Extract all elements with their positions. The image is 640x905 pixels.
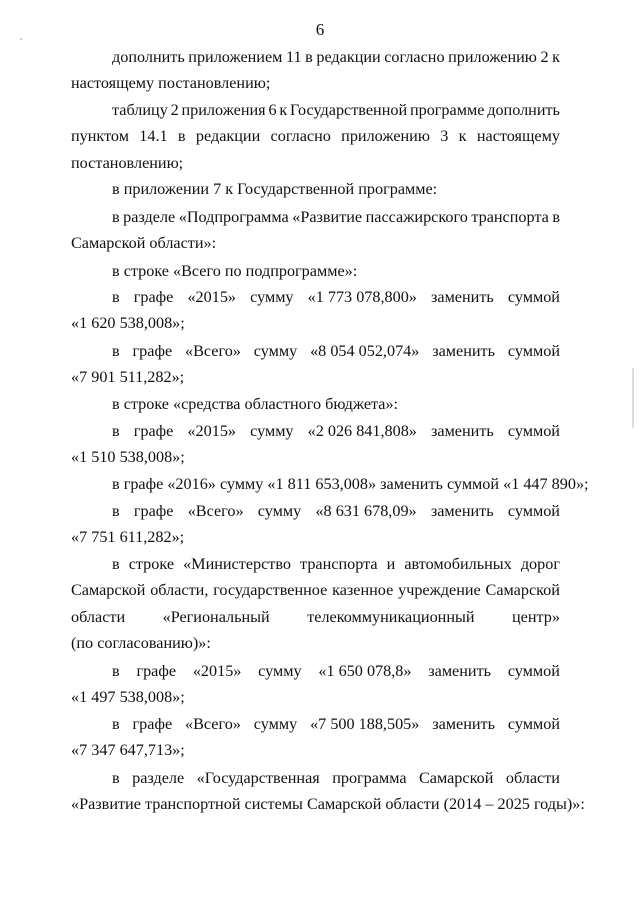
word: приложению [448, 48, 537, 66]
word: заменить [432, 342, 496, 360]
word: дорог [520, 555, 560, 573]
word: телекоммуникационный [307, 607, 475, 626]
text-line [71, 551, 560, 577]
word: в [305, 48, 313, 66]
word: и [386, 555, 396, 573]
paragraph [71, 338, 560, 391]
word: редакции [316, 48, 381, 66]
word: разделе [123, 208, 176, 226]
text-line: «Развитие транспортной системы Самарской области (2014 – 2025 годы)»: [71, 795, 585, 814]
word: суммой [507, 715, 560, 733]
paragraph [71, 418, 560, 471]
word: программе [409, 101, 485, 119]
text-line [71, 284, 560, 310]
word: 2 [170, 101, 179, 119]
paragraph [71, 391, 560, 417]
scan-edge-mark [632, 368, 634, 428]
word: в [112, 288, 120, 306]
text-line: Самарской области»: [71, 234, 217, 253]
text-line: «1 620 538,008»; [71, 314, 185, 333]
word: «2 026 841,808» [307, 422, 417, 440]
word: к [458, 127, 467, 146]
word: транспорта [300, 555, 378, 573]
word: суммой [507, 288, 560, 306]
paragraph [71, 204, 560, 257]
word: Самарской [419, 769, 494, 787]
word: согласно [384, 48, 445, 66]
word: «7 500 188,505» [310, 715, 420, 733]
word: в [112, 422, 120, 440]
page-number: 6 [315, 20, 325, 39]
word: таблицу [112, 101, 168, 119]
word: «2015» [187, 288, 236, 306]
word: в [177, 127, 186, 146]
word: автомобильных [404, 555, 512, 573]
word: «Государственная [196, 769, 320, 787]
word: 3 [440, 127, 449, 146]
word: редакции [195, 127, 261, 146]
word: приложением [188, 48, 283, 66]
text-line [71, 204, 560, 230]
text-line [71, 44, 560, 70]
word: приложения [181, 101, 266, 119]
text-line [71, 711, 560, 737]
word: разделе [132, 769, 185, 787]
word: сумму [253, 342, 298, 360]
word: «Всего» [185, 342, 241, 360]
word: «1 650 078,8» [318, 662, 412, 680]
text-line: «7 901 511,282»; [71, 368, 185, 387]
text-line: в графе «2016» сумму «1 811 653,008» заменить суммой «1 447 890»; [112, 475, 589, 493]
paragraph [71, 551, 560, 657]
word: приложению [341, 127, 430, 146]
word: графе [133, 422, 174, 440]
word: к [279, 101, 288, 119]
word: строке [128, 555, 175, 573]
word: заменить [430, 502, 494, 520]
text-line: «7 751 611,282»; [71, 528, 185, 547]
word: сумму [257, 502, 302, 520]
word: пунктом [71, 127, 129, 146]
word: заменить [432, 715, 496, 733]
paragraph [71, 471, 589, 497]
word: графе [133, 502, 174, 520]
word: «2015» [187, 422, 236, 440]
word: области [71, 607, 126, 626]
word: 2 [540, 48, 549, 66]
word: заменить [430, 422, 494, 440]
word: «8 054 052,074» [310, 342, 420, 360]
text-line: «1 510 538,008»; [71, 448, 185, 467]
word: области, [150, 581, 209, 600]
word: суммой [507, 422, 560, 440]
text-line [71, 123, 560, 149]
word: 6 [268, 101, 277, 119]
paragraph [71, 258, 560, 284]
word: транспорта [471, 208, 549, 226]
word: в [112, 208, 120, 226]
word: «Региональный [162, 607, 270, 626]
scan-speck [20, 38, 22, 40]
word: настоящему [476, 127, 560, 146]
paragraph [71, 765, 585, 818]
text-line: настоящему постановлению; [71, 74, 271, 93]
word: графе [136, 662, 177, 680]
word: дополнить [112, 48, 185, 66]
word: центр» [512, 607, 560, 626]
word: области [505, 769, 560, 787]
text-line: постановлению; [71, 153, 184, 172]
text-line: в строке «средства областного бюджета»: [112, 395, 399, 413]
text-line [71, 97, 560, 123]
text-line: в приложении 7 к Государственной программе: [112, 180, 438, 198]
word: в [112, 662, 120, 680]
word: сумму [250, 422, 294, 440]
text-line [71, 577, 560, 603]
word: 14.1 [139, 127, 168, 146]
text-line [71, 658, 560, 684]
text-line [71, 604, 560, 630]
word: согласно [270, 127, 331, 146]
text-line: (по согласованию)»: [71, 634, 211, 653]
paragraph [71, 284, 560, 337]
word: «Всего» [187, 502, 244, 520]
word: сумму [253, 715, 298, 733]
text-line [71, 338, 560, 364]
word: заменить [430, 288, 494, 306]
word: в [112, 769, 120, 787]
word: сумму [250, 288, 294, 306]
word: «Всего» [185, 715, 241, 733]
word: суммой [507, 342, 560, 360]
word: «Развитие [292, 208, 363, 226]
word: учреждение [398, 581, 481, 600]
word: «Подпрограмма [178, 208, 289, 226]
paragraph [71, 498, 560, 551]
word: в [552, 208, 560, 226]
text-line [71, 765, 560, 791]
text-line: «7 347 647,713»; [71, 741, 185, 760]
word: казенное [332, 581, 394, 600]
word: «Министерство [183, 555, 291, 573]
word: в [112, 502, 120, 520]
word: пассажирского [365, 208, 468, 226]
word: государственное [213, 581, 328, 600]
word: сумму [258, 662, 302, 680]
word: графе [132, 342, 173, 360]
text-line [71, 418, 560, 444]
word: Самарской [71, 581, 146, 600]
word: заменить [428, 662, 492, 680]
word: «8 631 678,09» [315, 502, 417, 520]
word: программа [332, 769, 407, 787]
text-line: «1 497 538,008»; [71, 688, 185, 707]
word: 11 [285, 48, 302, 66]
word: Государственной [290, 101, 408, 119]
word: суммой [507, 662, 560, 680]
word: дополнить [487, 101, 560, 119]
paragraph [71, 658, 560, 711]
word: в [112, 342, 120, 360]
paragraph [71, 44, 560, 97]
text-line: в строке «Всего по подпрограмме»: [112, 262, 358, 280]
word: «1 773 078,800» [307, 288, 417, 306]
word: суммой [507, 502, 560, 520]
word: Самарской [485, 581, 560, 600]
text-line [71, 498, 560, 524]
paragraph [71, 176, 560, 202]
word: к [552, 48, 560, 66]
paragraph [71, 711, 560, 764]
word: графе [133, 288, 174, 306]
word: в [112, 555, 120, 573]
word: графе [132, 715, 173, 733]
word: «2015» [192, 662, 242, 680]
paragraph [71, 97, 560, 176]
word: в [112, 715, 120, 733]
